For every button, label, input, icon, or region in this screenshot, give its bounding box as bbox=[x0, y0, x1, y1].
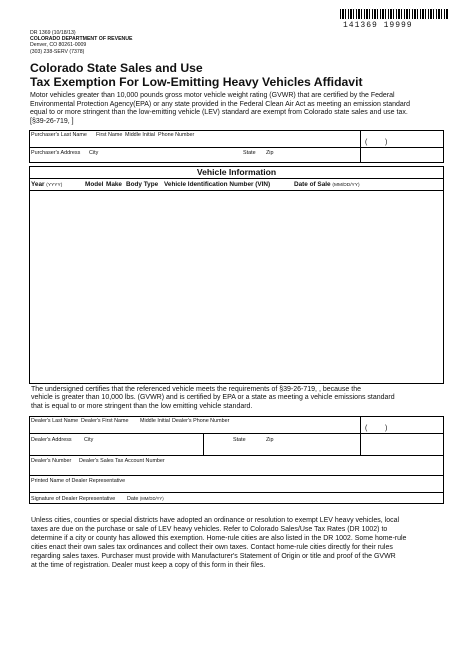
department-phone: (303) 238-SERV (7378) bbox=[30, 48, 85, 55]
purchaser-address-field[interactable] bbox=[30, 155, 443, 162]
department-name: COLORADO DEPARTMENT OF REVENUE bbox=[30, 36, 133, 43]
certification-line-3: that is equal to or more stringent than the low emitting vehicle standard. bbox=[31, 402, 253, 410]
col-date-format: (MM/DD/YY) bbox=[332, 183, 360, 188]
certification-statement bbox=[31, 386, 443, 411]
notice-line-5: regarding sales taxes. Purchaser must provide with Manufacturer's Statement of Origin or title and proof of the GVWR bbox=[31, 552, 396, 560]
purchaser-phone-label: Phone Number bbox=[158, 132, 195, 138]
vehicle-info-title: Vehicle Information bbox=[196, 167, 277, 177]
col-year-label: Year bbox=[31, 181, 45, 188]
col-year bbox=[31, 181, 62, 188]
purchaser-divider bbox=[29, 147, 444, 148]
dealer-state-label: State bbox=[233, 437, 246, 443]
dealer-printed-name-field[interactable] bbox=[30, 484, 443, 491]
dealer-date-format: (MM/DD/YY) bbox=[139, 496, 164, 501]
intro-line-4: [§39-26-719, ] bbox=[30, 117, 74, 125]
title-line-2: Tax Exemption For Low-Emitting Heavy Vehicles Affidavit bbox=[30, 75, 363, 89]
notice-line-3: determine if a city or county has allowed this exemption. Home-rule cities are also listed in the DR 1002. Some home-rule bbox=[31, 534, 407, 542]
dealer-number-field[interactable] bbox=[30, 464, 443, 474]
dealer-divider-4 bbox=[29, 492, 444, 493]
notice-line-2: taxes are due on the purchase or sale of LEV heavy vehicles. Refer to Colorado Sales/Use Tax Rates (DR 1002) to bbox=[31, 525, 388, 533]
certification-line-2: vehicle is greater than 10,000 lbs. (GVWR) and is certified by EPA or a state as meeting a vehicle emissions standard bbox=[31, 394, 395, 402]
col-body-type: Body Type bbox=[126, 181, 159, 188]
purchaser-city-label: City bbox=[89, 150, 99, 156]
dealer-tax-account-label: Dealer's Sales Tax Account Number bbox=[79, 458, 165, 464]
col-date-of-sale bbox=[294, 181, 360, 188]
dealer-signature-label: Signature of Dealer Representative bbox=[31, 496, 116, 502]
dealer-divider-3 bbox=[29, 475, 444, 476]
intro-paragraph bbox=[30, 92, 450, 126]
col-year-format: (YYYY) bbox=[46, 183, 63, 188]
purchaser-address-label: Purchaser's Address bbox=[31, 150, 81, 156]
purchaser-middle-initial-label: Middle Initial bbox=[125, 132, 155, 138]
barcode-number: 141369 19999 bbox=[343, 21, 413, 30]
col-vin: Vehicle Identification Number (VIN) bbox=[164, 181, 271, 188]
dealer-name-field[interactable] bbox=[30, 424, 359, 433]
purchaser-name-field[interactable] bbox=[30, 138, 359, 147]
dealer-phone-close-paren: ) bbox=[385, 425, 388, 432]
purchaser-first-name-label: First Name bbox=[96, 132, 123, 138]
barcode-graphic bbox=[340, 9, 448, 19]
dealer-number-label: Dealer's Number bbox=[31, 458, 72, 464]
dealer-divider-2 bbox=[29, 455, 444, 456]
form-number: DR 1369 (10/18/13) bbox=[30, 30, 76, 36]
dealer-zip-label: Zip bbox=[266, 437, 274, 443]
dealer-phone-open-paren: ( bbox=[365, 425, 368, 432]
local-tax-notice bbox=[31, 517, 446, 570]
dealer-divider-1 bbox=[29, 433, 444, 434]
vehicle-info-entry-area[interactable] bbox=[30, 191, 443, 383]
col-make: Make bbox=[106, 181, 122, 188]
notice-line-1: Unless cities, counties or special districts have adopted an ordinance or resolution to exempt LEV heavy vehicles, local bbox=[31, 517, 400, 524]
purchaser-last-name-label: Purchaser's Last Name bbox=[31, 132, 87, 138]
title-line-1: Colorado State Sales and Use bbox=[30, 61, 203, 75]
dealer-signature-field[interactable] bbox=[30, 502, 443, 503]
dealer-phone-field[interactable] bbox=[361, 424, 443, 433]
col-date-label: Date of Sale bbox=[294, 181, 331, 188]
dealer-first-name-label: Dealer's First Name bbox=[81, 418, 129, 424]
notice-line-6: at the time of registration. Dealer must keep a copy of this form in their files. bbox=[31, 561, 266, 569]
dealer-printed-name-label: Printed Name of Dealer Representative bbox=[31, 478, 126, 484]
intro-line-1: Motor vehicles greater than 10,000 pounds gross motor vehicle weight rating (GVWR) that are certified by the Federal bbox=[30, 92, 395, 99]
dealer-address-field[interactable] bbox=[30, 443, 443, 454]
dealer-last-name-label: Dealer's Last Name bbox=[31, 418, 79, 424]
purchaser-state-label: State bbox=[243, 150, 256, 156]
dealer-address-label: Dealer's Address bbox=[31, 437, 72, 443]
notice-line-4: cities enact their own sales tax ordinances and collect their own taxes. Contact home-rule cities directly for their rules bbox=[31, 543, 393, 551]
vehicle-title-divider bbox=[29, 178, 444, 179]
certification-line-1: The undersigned certifies that the referenced vehicle meets the requirements of §39-26-719, , because the bbox=[31, 386, 361, 393]
col-model: Model bbox=[85, 181, 104, 188]
intro-line-3: equal to or more stringent than the low-emitting vehicle (LEV) standard are exempt from Colorado state sales and use tax. bbox=[30, 109, 408, 117]
form-title bbox=[30, 61, 450, 89]
agency-header bbox=[30, 30, 133, 55]
dealer-date-text: Date bbox=[127, 496, 139, 502]
dealer-phone-label: Dealer's Phone Number bbox=[172, 418, 230, 424]
purchaser-phone-close-paren: ) bbox=[385, 139, 388, 146]
dealer-city-label: City bbox=[84, 437, 94, 443]
dealer-middle-initial-label: Middle Initial bbox=[140, 418, 170, 424]
department-city: Denver, CO 80261-0009 bbox=[30, 42, 87, 49]
purchaser-zip-label: Zip bbox=[266, 150, 274, 156]
intro-line-2: Environmental Protection Agency(EPA) or any state provided in the Federal Clean Air Act as meeting an emission standard bbox=[30, 100, 411, 108]
purchaser-phone-field[interactable] bbox=[361, 138, 443, 147]
purchaser-phone-open-paren: ( bbox=[365, 139, 368, 146]
